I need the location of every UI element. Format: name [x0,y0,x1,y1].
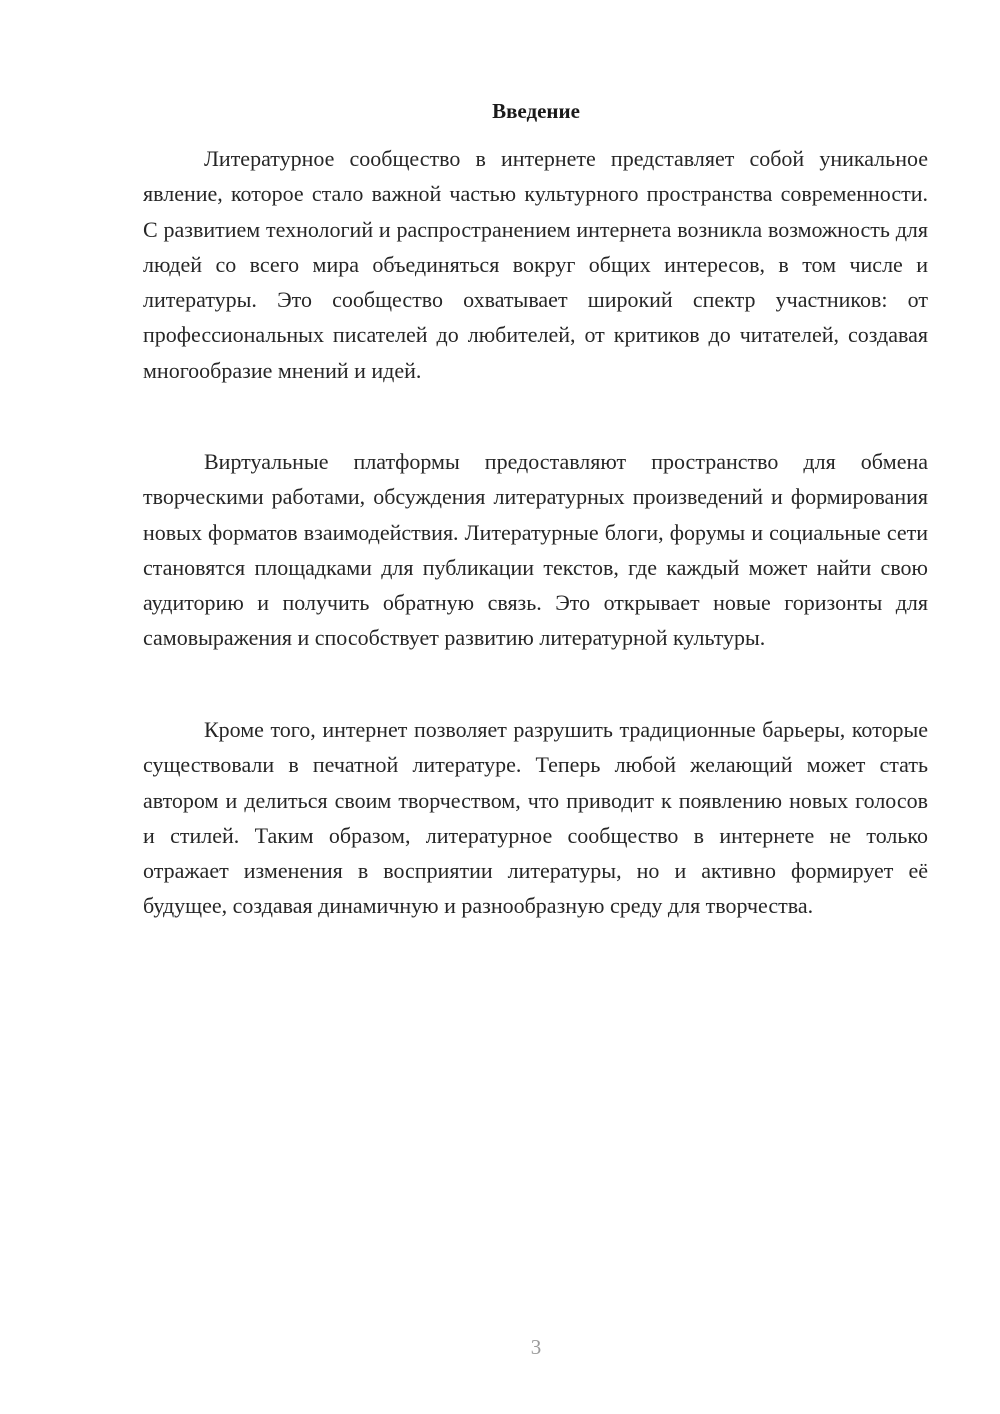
paragraph: Литературное сообщество в интернете представляет собой уникальное явление, которое стало важной частью культурного пространства современности. С развитием технологий и распространением интернета возникла возможность для людей со всего мира объединяться вокруг общих интересов, в том числе и литературы. Это сообщество охватывает широкий спектр участников: от профессиональных писателей до любителей, от критиков до читателей, создавая многообразие мнений и идей. [143,146,928,383]
paragraph: Кроме того, интернет позволяет разрушить традиционные барьеры, которые существовали в печатной литературе. Теперь любой желающий может стать автором и делиться своим творчеством, что приводит к появлению новых голосов и стилей. Таким образом, литературное сообщество в интернете не только отражает изменения в восприятии литературы, но и активно формирует её будущее, создавая динамичную и разнообразную среду для творчества. [143,717,928,919]
page-number: 3 [530,1335,542,1359]
paragraph: Виртуальные платформы предоставляют пространство для обмена творческими работами, обсуждения литературных произведений и формирования новых форматов взаимодействия. Литературные блоги, форумы и социальные сети становятся площадками для публикации текстов, где каждый может найти свою аудиторию и получить обратную связь. Это открывает новые горизонты для самовыражения и способствует развитию литературной культуры. [143,449,928,651]
page-title: Введение [492,99,580,123]
